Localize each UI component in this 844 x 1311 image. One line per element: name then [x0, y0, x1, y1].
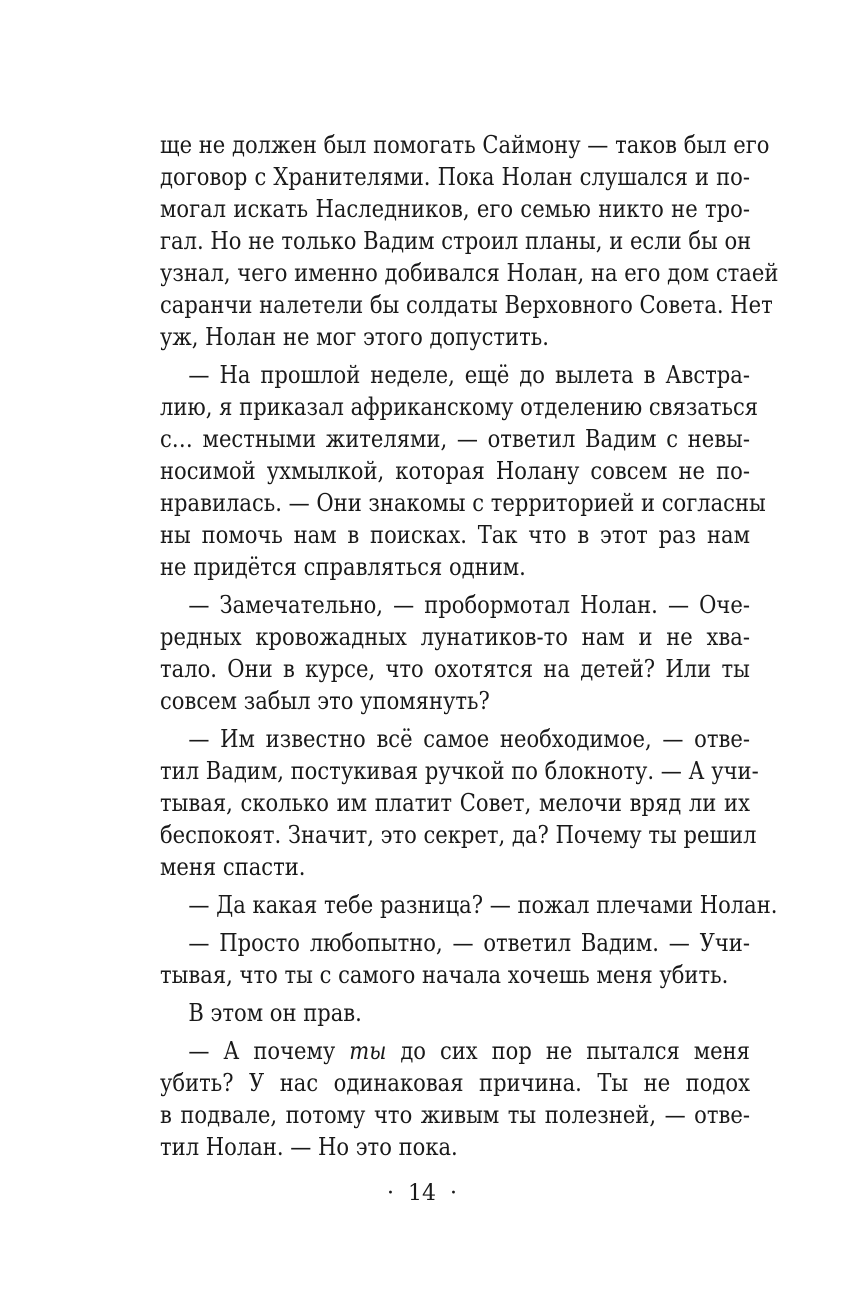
- text-body: [160, 129, 779, 1163]
- text-line: совсем забыл это упомянуть?: [160, 686, 490, 715]
- text-line: договор с Хранителями. Пока Нолан слушался и по-: [160, 162, 750, 191]
- text-line: — Просто любопытно, — ответил Вадим. — Учи-: [188, 928, 750, 957]
- text-line: [160, 1035, 750, 1067]
- text-line: убить? У нас одинаковая причина. Ты не подох: [160, 1068, 750, 1097]
- text-line: тил Нолан. — Но это пока.: [160, 1132, 458, 1161]
- text-line: не придётся справляться одним.: [160, 552, 526, 581]
- text-line: тывая, сколько им платит Совет, мелочи вряд ли их: [160, 788, 750, 817]
- text-line: В этом он прав.: [188, 998, 362, 1027]
- text-line: лию, я приказал африканскому отделению связаться: [160, 392, 759, 421]
- text-line: уж, Нолан не мог этого допустить.: [160, 322, 549, 351]
- page-number: 14: [408, 1181, 436, 1206]
- italic-emphasis: ты: [349, 1036, 387, 1065]
- text-line: беспокоят. Значит, это секрет, да? Почему ты решил: [160, 820, 757, 849]
- text-run: до сих пор не пытался меня: [386, 1036, 750, 1065]
- text-line: меня спасти.: [160, 852, 306, 881]
- text-line: саранчи налетели бы солдаты Верховного Совета. Нет: [160, 290, 773, 319]
- text-line: в подвале, потому что живым ты полезней, — отве-: [160, 1100, 750, 1129]
- text-line: ще не должен был помогать Саймону — таков был его: [160, 130, 770, 159]
- page-footer: [0, 1180, 844, 1208]
- text-line: — Да какая тебе разница? — пожал плечами Нолан.: [188, 890, 778, 919]
- text-line: ны помочь нам в поисках. Так что в этот раз нам: [160, 520, 750, 549]
- text-line: — Замечательно, — пробормотал Нолан. — Оче-: [188, 590, 750, 619]
- text-line: тывая, что ты с самого начала хочешь меня убить.: [160, 960, 729, 989]
- text-line: узнал, чего именно добивался Нолан, на его дом стаей: [160, 258, 779, 287]
- text-line: тил Вадим, постукивая ручкой по блокноту. — А учи-: [160, 756, 759, 785]
- text-line: — Им известно всё самое необходимое, — отве-: [188, 724, 750, 753]
- text-line: редных кровожадных лунатиков-то нам и не хва-: [160, 622, 750, 651]
- page-number-dot-right: ·: [450, 1181, 457, 1206]
- text-line: с… местными жителями, — ответил Вадим с невы-: [160, 424, 750, 453]
- text-line: носимой ухмылкой, которая Нолану совсем не по-: [160, 456, 750, 485]
- page-number-dot-left: ·: [387, 1181, 394, 1206]
- text-line: гал. Но не только Вадим строил планы, и если бы он: [160, 226, 752, 255]
- text-line: тало. Они в курсе, что охотятся на детей? Или ты: [160, 654, 750, 683]
- text-line: нравилась. — Они знакомы с территорией и согласны: [160, 488, 766, 517]
- text-line: могал искать Наследников, его семью никто не тро-: [160, 194, 750, 223]
- text-run: — А почему: [188, 1036, 350, 1065]
- text-line: — На прошлой неделе, ещё до вылета в Австра-: [188, 360, 750, 389]
